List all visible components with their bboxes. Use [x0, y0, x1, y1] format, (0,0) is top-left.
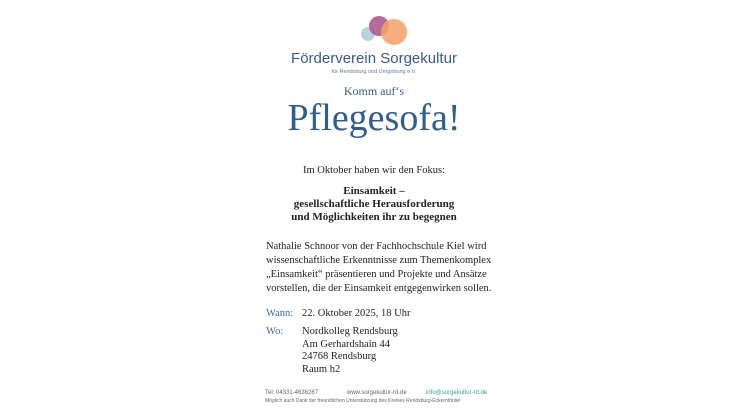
footer-website[interactable]: www.sorgekultur-rd.de [347, 390, 407, 396]
topic-line: Einsamkeit – [343, 185, 405, 197]
topic-line: und Möglichkeiten ihr zu begegnen [291, 211, 457, 223]
footer-phone: Tel: 04331-4636267 [265, 390, 319, 396]
org-subtitle: für Rendsburg und Umgebung e.V. [331, 69, 417, 75]
address-line: Raum h2 [302, 363, 341, 375]
org-name: Förderverein Sorgekultur [291, 50, 457, 67]
where-label: Wo: [266, 326, 284, 337]
address-line: Am Gerhardshain 44 [302, 338, 391, 350]
description-line: Nathalie Schnoor von der Fachhochschule Kiel wird [266, 241, 487, 252]
logo-circles [358, 14, 414, 48]
page-title: Pflegesofa! [287, 97, 461, 139]
description-line: vorstellen, die der Einsamkeit entgegenwirken sollen. [266, 283, 492, 294]
focus-intro: Im Oktober haben wir den Fokus: [302, 165, 446, 176]
where-value [302, 326, 398, 376]
footer-thanks: Möglich auch Dank der freundlichen Unterstützung des Kreises Rendsburg-Eckernförde! [265, 398, 461, 404]
when-value: 22. Oktober 2025, 18 Uhr [302, 308, 411, 319]
description-line: „Einsamkeit“ präsentieren und Projekte und Ansätze [266, 269, 487, 280]
address-line: 24768 Rendsburg [302, 351, 377, 362]
description-line: wissenschaftliche Erkenntnisse zum Themenkomplex [266, 255, 492, 266]
description [266, 240, 566, 296]
when-label: Wann: [266, 308, 294, 319]
intro-text: Komm auf‘s [343, 84, 405, 98]
footer-email[interactable]: info@sorgekultur-rd.de [426, 390, 488, 396]
topic-heading [0, 185, 748, 224]
address-line: Nordkolleg Rendsburg [302, 326, 398, 337]
topic-line: gesellschaftliche Herausforderung [293, 198, 455, 210]
